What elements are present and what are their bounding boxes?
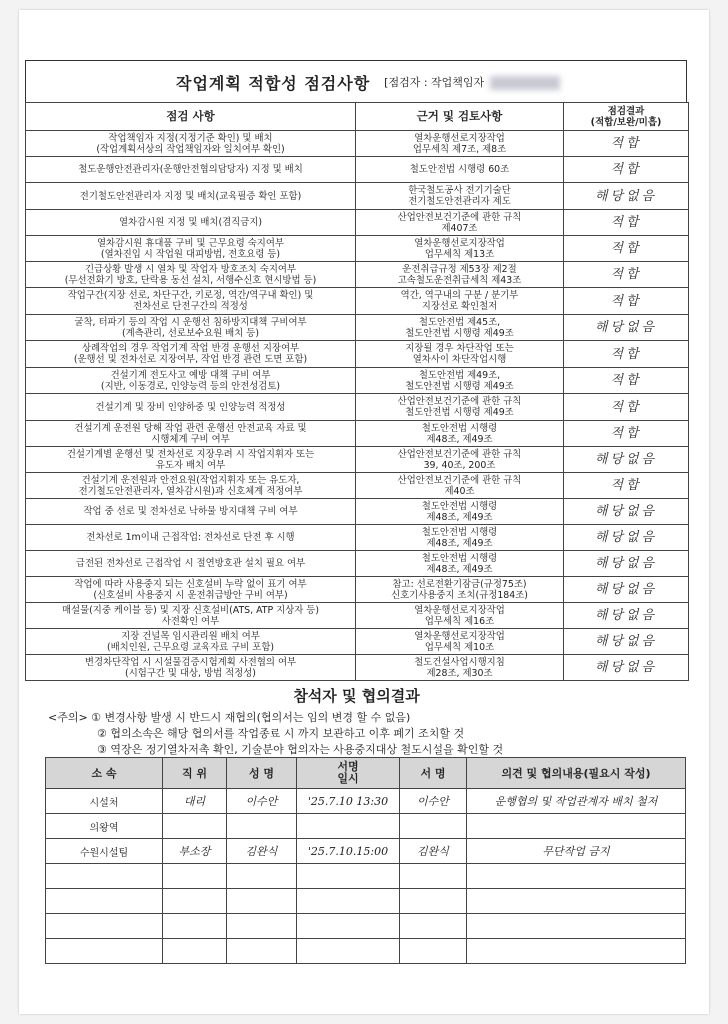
attendee-affiliation: 의왕역 <box>46 814 163 839</box>
check-basis-line: 철도안전법 시행령 제49조 <box>405 327 514 339</box>
attendee-datetime: '25.7.10.15:00 <box>297 839 400 864</box>
check-basis <box>356 655 564 681</box>
check-result: 적합 <box>564 236 689 262</box>
note-line: <주의> ① 변경사항 발생 시 반드시 재협의(협의서는 임의 변경 할 수 없음) <box>48 711 411 724</box>
check-item-line: 건설기계 전도사고 예방 대책 구비 여부 <box>110 369 271 381</box>
checklist-header-row <box>26 103 689 131</box>
check-basis <box>356 603 564 629</box>
check-item-line: 건설기계 및 장비 인양하중 및 인양능력 적정성 <box>95 401 286 413</box>
check-item <box>26 629 356 655</box>
attendee-position <box>163 889 227 914</box>
check-item <box>26 603 356 629</box>
header-sign-date: 서명 일시 <box>297 758 400 789</box>
check-item-line: 작업책임자 지정(지정기준 확인) 및 배치 <box>108 132 273 144</box>
check-basis-line: 제48조, 제49조 <box>426 563 493 575</box>
check-basis-line: 철도안전법 제49조, <box>418 369 501 381</box>
attendee-affiliation: 시설처 <box>46 789 163 814</box>
attendee-affiliation <box>46 939 163 964</box>
check-basis-line: 철도안전법 시행령 <box>421 500 498 512</box>
attendee-row <box>46 839 686 864</box>
check-item <box>26 447 356 473</box>
attendee-affiliation <box>46 889 163 914</box>
check-item <box>26 577 356 603</box>
check-basis-line: 업무세칙 제7조, 제8조 <box>412 143 507 155</box>
check-basis-line: 역간, 역구내의 구분 / 분기부 <box>400 290 519 301</box>
check-basis-line: 전기철도안전관리자 제도 <box>408 196 511 207</box>
check-result: 해당없음 <box>564 629 689 655</box>
checklist-row <box>26 262 689 288</box>
check-basis <box>356 368 564 394</box>
check-result: 적합 <box>564 421 689 447</box>
header-position: 직 위 <box>163 758 227 789</box>
check-item-line: 시행체계 구비 여부 <box>151 433 230 445</box>
check-item <box>26 341 356 368</box>
check-item-line: 열차감시원 휴대품 구비 및 근무요령 숙지여부 <box>97 237 284 249</box>
attendee-opinion <box>467 889 686 914</box>
title-row <box>25 60 687 104</box>
check-basis-line: 철도안전법 시행령 제49조 <box>405 407 514 418</box>
attendee-datetime <box>297 914 400 939</box>
check-item <box>26 525 356 551</box>
check-basis-line: 산업안전보건기준에 관한 규칙 <box>397 396 522 407</box>
attendee-opinion <box>467 914 686 939</box>
attendees-header-row <box>46 758 686 789</box>
check-item-line: 전기철도안전관리자, 열차감시원)과 신호체계 적정여부 <box>78 485 303 497</box>
attendee-opinion: 무단작업 금지 <box>467 839 686 864</box>
check-basis-line: 철도안전법 시행령 <box>421 552 498 564</box>
attendee-position: 부소장 <box>163 839 227 864</box>
check-item-line: 건설기계별 운행선 및 전차선로 지장우려 시 작업지휘자 또는 <box>66 448 315 460</box>
check-basis-line: 제40조 <box>444 485 475 497</box>
check-result: 해당없음 <box>564 315 689 341</box>
check-basis <box>356 210 564 236</box>
attendee-name <box>227 939 297 964</box>
check-basis <box>356 288 564 315</box>
inspector-label: [점검자 : 작업책임자 <box>384 74 560 90</box>
checklist-row <box>26 315 689 341</box>
checklist-row <box>26 421 689 447</box>
check-basis-line: 한국철도공사 전기기술단 <box>408 185 511 196</box>
checklist-row <box>26 603 689 629</box>
attendee-affiliation <box>46 864 163 889</box>
check-result: 해당없음 <box>564 655 689 681</box>
attendee-datetime <box>297 814 400 839</box>
attendees-table <box>45 757 686 964</box>
checklist-row <box>26 629 689 655</box>
check-item-line: 건설기계 운전원 당해 작업 관련 운행선 안전교육 자료 및 <box>74 422 307 434</box>
check-basis-line: 산업안전보건기준에 관한 규칙 <box>397 448 522 460</box>
document-title: 작업계획 적합성 점검사항 <box>176 73 371 93</box>
check-item-line: 작업구간(지장 선로, 차단구간, 키로정, 역간/역구내 확인) 및 <box>67 290 314 301</box>
header-name: 성 명 <box>227 758 297 789</box>
check-result: 적합 <box>564 210 689 236</box>
check-basis-line: 철도안전법 시행령 60조 <box>409 164 510 175</box>
check-item-line: 작업에 따라 사용중지 되는 신호설비 누락 없이 표기 여부 <box>74 578 307 590</box>
attendee-signature <box>400 889 467 914</box>
check-basis-line: 열차사이 차단작업시행 <box>412 354 507 365</box>
check-item-line: 전차선로 1m이내 근접작업: 전차선로 단전 후 시행 <box>86 532 295 543</box>
check-basis <box>356 499 564 525</box>
attendee-position <box>163 864 227 889</box>
check-result: 적합 <box>564 394 689 421</box>
check-basis-line: 산업안전보건기준에 관한 규칙 <box>397 211 522 223</box>
checklist-table <box>25 102 689 681</box>
header-basis: 근거 및 검토사항 <box>356 103 564 131</box>
check-item-line: (시험구간 및 대상, 방법 적정성) <box>125 667 256 679</box>
check-basis <box>356 447 564 473</box>
attendees-section-title: 참석자 및 협의결과 <box>293 687 420 705</box>
attendee-datetime <box>297 889 400 914</box>
checklist-row <box>26 131 689 157</box>
check-basis-line: 철도안전법 시행령 제49조 <box>405 380 514 392</box>
attendee-datetime <box>297 864 400 889</box>
check-basis-line: 고속철도운전취급세칙 제43조 <box>397 274 522 286</box>
check-result: 해당없음 <box>564 499 689 525</box>
header-result: 점검결과 (적합/보완/미흡) <box>564 103 689 131</box>
check-basis-line: 철도안전법 시행령 <box>421 526 498 538</box>
header-signature: 서 명 <box>400 758 467 789</box>
check-result: 적합 <box>564 262 689 288</box>
check-basis-line: 지장될 경우 차단작업 또는 <box>405 343 514 354</box>
check-item-line: 변경차단작업 시 시설물검증시험계획 사전협의 여부 <box>84 656 297 668</box>
check-item-line: (작업계획서상의 작업책임자와 일치여부 확인) <box>96 143 285 155</box>
check-basis <box>356 551 564 577</box>
check-basis <box>356 157 564 183</box>
check-item <box>26 183 356 210</box>
attendee-position: 대리 <box>163 789 227 814</box>
checklist-row <box>26 551 689 577</box>
attendee-signature <box>400 939 467 964</box>
check-basis <box>356 262 564 288</box>
check-basis-line: 제48조, 제49조 <box>426 537 493 549</box>
checklist-row <box>26 525 689 551</box>
check-item <box>26 315 356 341</box>
checklist-row <box>26 447 689 473</box>
attendee-datetime: '25.7.10 13:30 <box>297 789 400 814</box>
check-item-line: (지반, 이동경로, 인양능력 등의 안전성검토) <box>100 380 281 392</box>
attendee-row <box>46 939 686 964</box>
attendee-row <box>46 789 686 814</box>
attendee-signature <box>400 864 467 889</box>
check-item-line: (계측관리, 선로보수요원 배치 등) <box>122 327 259 339</box>
check-basis-line: 신호기사용중지 조치(규정184조) <box>391 589 528 601</box>
check-basis <box>356 525 564 551</box>
check-item <box>26 421 356 447</box>
attendee-signature: 이수안 <box>400 789 467 814</box>
attendee-opinion <box>467 864 686 889</box>
check-basis-line: 업무세칙 제10조 <box>424 641 495 653</box>
check-item <box>26 655 356 681</box>
check-item-line: (신호설비 사용중지 시 운전취급방안 구비 여부) <box>93 589 288 601</box>
check-item-line: 긴급상황 발생 시 열차 및 작업자 방호조치 숙지여부 <box>84 263 297 275</box>
check-item <box>26 262 356 288</box>
check-item <box>26 551 356 577</box>
attendee-signature <box>400 914 467 939</box>
check-result: 해당없음 <box>564 183 689 210</box>
checklist-row <box>26 499 689 525</box>
attendee-name: 김완식 <box>227 839 297 864</box>
header-opinion: 의견 및 협의내용(필요시 작성) <box>467 758 686 789</box>
check-item-line: (운행선 및 전차선로 지장여부, 작업 반경 관련 도면 포함) <box>73 354 308 365</box>
attendee-affiliation <box>46 914 163 939</box>
check-basis-line: 39, 40조, 200조 <box>423 459 496 471</box>
attendee-name <box>227 914 297 939</box>
check-result: 적합 <box>564 288 689 315</box>
note-line: ② 협의소속은 해당 협의서를 작업종료 시 까지 보관하고 이후 폐기 조치할 것 <box>97 727 465 740</box>
check-basis-line: 제48조, 제49조 <box>426 511 493 523</box>
check-basis <box>356 394 564 421</box>
attendee-name <box>227 814 297 839</box>
check-basis <box>356 577 564 603</box>
checklist-row <box>26 236 689 262</box>
check-item <box>26 210 356 236</box>
check-basis-line: 철도안전법 제45조, <box>418 316 501 328</box>
check-basis <box>356 131 564 157</box>
check-basis-line: 운전취급규정 제53장 제2절 <box>402 263 517 275</box>
check-result: 적합 <box>564 341 689 368</box>
attendee-row <box>46 914 686 939</box>
check-item-line: 굴착, 터파기 등의 작업 시 운행선 침하방지대책 구비여부 <box>74 316 307 328</box>
attendee-name <box>227 889 297 914</box>
attendee-position <box>163 914 227 939</box>
checklist-row <box>26 210 689 236</box>
check-basis-line: 열차운행선로지장작업 <box>414 237 505 249</box>
check-basis-line: 철도안전법 시행령 <box>421 422 498 434</box>
note-line: ③ 역장은 정기열차저촉 확인, 기술분야 협의자는 사용중지대상 철도시설을 확인할 것 <box>97 743 504 756</box>
check-result: 적합 <box>564 368 689 394</box>
attendee-affiliation: 수원시설팀 <box>46 839 163 864</box>
attendee-name: 이수안 <box>227 789 297 814</box>
check-basis-line: 제48조, 제49조 <box>426 433 493 445</box>
check-result: 해당없음 <box>564 525 689 551</box>
attendee-opinion <box>467 939 686 964</box>
check-basis-line: 철도건설사업시행지침 <box>414 656 505 668</box>
check-basis <box>356 236 564 262</box>
check-item <box>26 499 356 525</box>
attendee-row <box>46 814 686 839</box>
check-item-line: 매설물(지중 케이블 등) 및 지장 신호설비(ATS, ATP 지상자 등) <box>61 604 319 616</box>
check-item-line: (배치인원, 근무요령 교육자료 구비 포함) <box>106 641 275 653</box>
check-item <box>26 394 356 421</box>
check-item-line: 건설기계 운전원과 안전요원(작업지휘자 또는 유도자, <box>81 474 300 486</box>
check-basis <box>356 183 564 210</box>
header-affiliation: 소 속 <box>46 758 163 789</box>
attendee-position <box>163 814 227 839</box>
check-item-line: (열차진입 시 작업원 대피방법, 전호요령 등) <box>100 248 281 260</box>
check-item <box>26 157 356 183</box>
attendee-datetime <box>297 939 400 964</box>
checklist-row <box>26 341 689 368</box>
redacted-name <box>490 76 560 90</box>
check-basis-line: 업무세칙 제13조 <box>424 248 495 260</box>
attendee-opinion <box>467 814 686 839</box>
check-basis-line: 제28조, 제30조 <box>426 667 493 679</box>
checklist-row <box>26 368 689 394</box>
check-result: 적합 <box>564 131 689 157</box>
check-result: 해당없음 <box>564 447 689 473</box>
attendee-signature: 김완식 <box>400 839 467 864</box>
attendee-signature <box>400 814 467 839</box>
check-basis <box>356 315 564 341</box>
checklist-row <box>26 288 689 315</box>
check-basis-line: 열차운행선로지장작업 <box>414 630 505 642</box>
attendee-opinion: 운행협의 및 작업관계자 배치 철저 <box>467 789 686 814</box>
check-item <box>26 131 356 157</box>
checklist-row <box>26 157 689 183</box>
checklist-row <box>26 655 689 681</box>
check-item-line: (무선전화기 방호, 단락용 동선 설치, 서행수신호 현시방법 등) <box>64 274 317 286</box>
check-item-line: 급전된 전차선로 근접작업 시 절연방호관 설치 필요 여부 <box>75 558 306 569</box>
check-item <box>26 236 356 262</box>
checklist-row <box>26 473 689 499</box>
check-result: 적합 <box>564 473 689 499</box>
check-result: 적합 <box>564 157 689 183</box>
check-basis-line: 참고: 선로전환기잠금(규정75조) <box>392 578 527 590</box>
check-item-line: 전기철도안전관리자 지정 및 배치(교육필증 확인 포함) <box>79 190 302 202</box>
check-item-line: 상례작업의 경우 작업기계 작업 반경 운행선 지장여부 <box>81 343 300 354</box>
attendee-position <box>163 939 227 964</box>
notes-block <box>48 710 503 758</box>
check-basis-line: 제407조 <box>441 222 478 234</box>
checklist-row <box>26 183 689 210</box>
check-basis <box>356 421 564 447</box>
check-basis-line: 업무세칙 제16조 <box>424 615 495 627</box>
check-item <box>26 368 356 394</box>
check-result: 해당없음 <box>564 577 689 603</box>
check-item-line: 사전확인 여부 <box>161 615 220 627</box>
check-item-line: 유도자 배치 여부 <box>155 459 226 471</box>
check-basis <box>356 629 564 655</box>
checklist-row <box>26 394 689 421</box>
check-item-line: 철도운행안전관리자(운행안전협의담당자) 지정 및 배치 <box>78 164 303 175</box>
header-item: 점검 사항 <box>26 103 356 131</box>
check-item-line: 지장 건널목 임시관리원 배치 여부 <box>121 630 260 642</box>
attendee-row <box>46 864 686 889</box>
check-result: 해당없음 <box>564 551 689 577</box>
check-basis-line: 지장선로 확인철저 <box>421 301 498 312</box>
check-basis-line: 열차운행선로지장작업 <box>414 132 505 144</box>
check-item <box>26 473 356 499</box>
check-basis-line: 열차운행선로지장작업 <box>414 604 505 616</box>
check-basis <box>356 341 564 368</box>
attendee-name <box>227 864 297 889</box>
check-item-line: 열차감시원 지정 및 배치(겸직금지) <box>118 217 263 228</box>
check-basis-line: 산업안전보건기준에 관한 규칙 <box>397 474 522 486</box>
checklist-row <box>26 577 689 603</box>
check-item-line: 작업 중 선로 및 전차선로 낙하물 방지대책 구비 여부 <box>83 506 298 517</box>
check-item <box>26 288 356 315</box>
check-basis <box>356 473 564 499</box>
check-item-line: 전차선로 단전구간의 적정성 <box>133 301 248 312</box>
check-result: 해당없음 <box>564 603 689 629</box>
attendee-row <box>46 889 686 914</box>
